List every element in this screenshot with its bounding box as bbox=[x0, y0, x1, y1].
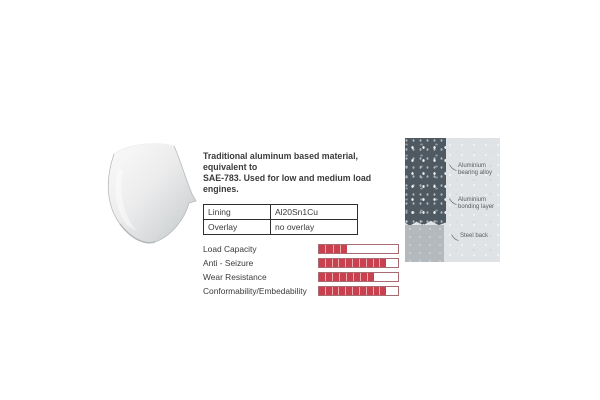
rating-segment-filled bbox=[361, 273, 368, 281]
rating-segment-filled bbox=[354, 273, 361, 281]
rating-segment-filled bbox=[353, 287, 360, 295]
rating-segment-filled bbox=[334, 245, 341, 253]
alloy-layer-region bbox=[405, 138, 446, 226]
spec-label: Lining bbox=[204, 204, 271, 219]
rating-segment-filled bbox=[346, 259, 353, 267]
description-line-2: SAE-783. Used for low and medium load engines. bbox=[203, 172, 372, 194]
rating-segment-filled bbox=[326, 245, 333, 253]
rating-segment-filled bbox=[333, 273, 340, 281]
rating-segment-filled bbox=[374, 259, 381, 267]
leader-line-icon bbox=[449, 198, 457, 209]
layer-label bbox=[451, 233, 500, 245]
layer-label-text: Aluminium bonding layer bbox=[458, 197, 495, 210]
rating-row bbox=[203, 270, 400, 284]
rating-segment-filled bbox=[319, 259, 326, 267]
rating-segment-filled bbox=[374, 287, 381, 295]
rating-bar bbox=[318, 244, 399, 254]
rating-segment-filled bbox=[339, 287, 346, 295]
rating-segment-filled bbox=[367, 287, 374, 295]
rating-segment-filled bbox=[347, 273, 354, 281]
rating-bar bbox=[318, 286, 399, 296]
spec-row bbox=[204, 204, 358, 219]
spec-value: Al20Sn1Cu bbox=[271, 204, 358, 219]
description-line-1: Traditional aluminum based material, equivalent to bbox=[203, 150, 358, 172]
layer-label bbox=[449, 163, 498, 176]
rating-segment-filled bbox=[326, 287, 333, 295]
spec-table-body bbox=[204, 204, 358, 234]
spec-label: Overlay bbox=[204, 219, 271, 234]
rating-segment-filled bbox=[360, 259, 367, 267]
rating-bar bbox=[318, 258, 399, 268]
rating-segment-filled bbox=[319, 273, 326, 281]
bearing-shell-image bbox=[94, 138, 204, 258]
rating-segment-filled bbox=[326, 273, 333, 281]
rating-segment-empty bbox=[392, 273, 398, 281]
rating-segment-filled bbox=[319, 287, 326, 295]
layer-label bbox=[449, 197, 498, 210]
leader-line-icon bbox=[451, 234, 459, 245]
rating-segment-empty bbox=[392, 259, 398, 267]
rating-segment-filled bbox=[326, 259, 333, 267]
material-description bbox=[203, 151, 403, 195]
rating-row bbox=[203, 242, 400, 256]
content-column bbox=[203, 142, 403, 298]
rating-label: Load Capacity bbox=[203, 243, 257, 254]
rating-segment-filled bbox=[333, 287, 340, 295]
rating-segment-filled bbox=[340, 273, 347, 281]
spec-row bbox=[204, 219, 358, 234]
rating-segment-filled bbox=[339, 259, 346, 267]
rating-segment-filled bbox=[346, 287, 353, 295]
ratings-list bbox=[203, 242, 400, 298]
rating-segment-filled bbox=[353, 259, 360, 267]
rating-segment-filled bbox=[367, 259, 374, 267]
rating-label: Wear Resistance bbox=[203, 271, 267, 282]
rating-row bbox=[203, 284, 400, 298]
steel-back-region bbox=[405, 225, 444, 262]
rating-row bbox=[203, 256, 400, 270]
rating-segment-empty bbox=[392, 245, 398, 253]
spec-table bbox=[203, 204, 358, 235]
layer-labels bbox=[446, 138, 500, 262]
spec-value: no overlay bbox=[271, 219, 358, 234]
bearing-shell-graphic bbox=[94, 138, 204, 258]
rating-label: Conformability/Embedability bbox=[203, 285, 307, 296]
rating-label: Anti - Seizure bbox=[203, 257, 254, 268]
rating-segment-filled bbox=[319, 245, 326, 253]
layer-label-text: Steel back bbox=[460, 233, 489, 239]
material-cross-section bbox=[405, 138, 500, 262]
rating-segment-empty bbox=[392, 287, 398, 295]
layer-label-text: Aluminium bearing alloy bbox=[458, 163, 493, 176]
leader-line-icon bbox=[449, 164, 457, 175]
rating-bar bbox=[318, 272, 399, 282]
rating-segment-filled bbox=[333, 259, 340, 267]
rating-segment-filled bbox=[360, 287, 367, 295]
